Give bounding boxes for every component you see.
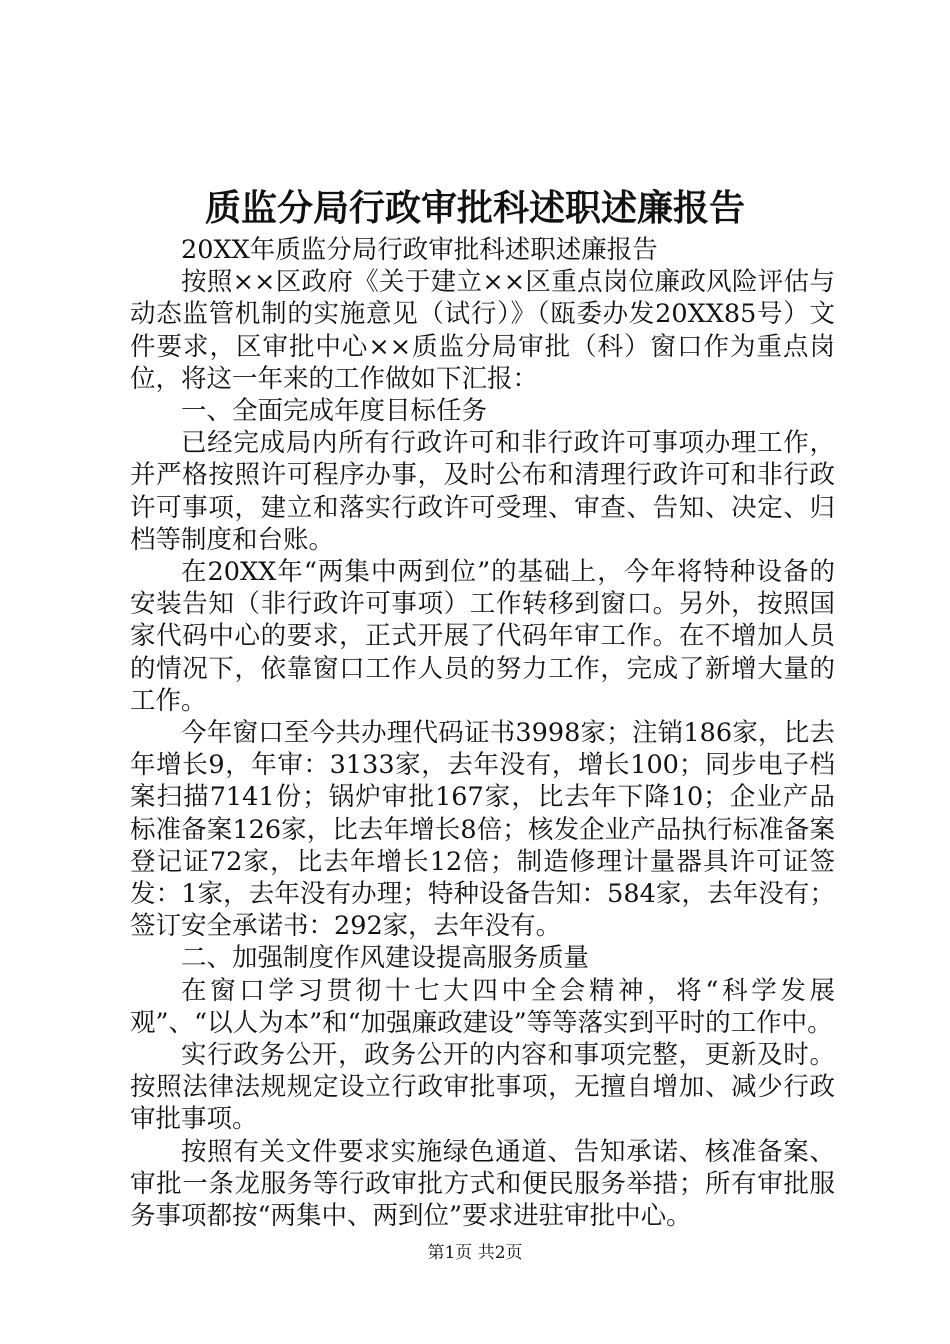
paragraph: 在窗口学习贯彻十七大四中全会精神，将“科学发展观”、“以人为本”和“加强廉政建设”等等落实到平时的工作中。: [130, 975, 835, 1038]
paragraph-subtitle: 20XX年质监分局行政审批科述职述廉报告: [181, 235, 658, 265]
document-title: 质监分局行政审批科述职述廉报告: [204, 187, 745, 229]
section-heading-1: 一、全面完成年度目标任务: [181, 396, 488, 427]
paragraph: 已经完成局内所有行政许可和非行政许可事项办理工作，并严格按照许可程序办事，及时公布和清理行政许可和非行政许可事项，建立和落实行政许可受理、审查、告知、决定、归档等制度和台账。: [130, 428, 835, 555]
paragraph: 在20XX年“两集中两到位”的基础上，今年将特种设备的安装告知（非行政许可事项）工作转移到窗口。另外，按照国家代码中心的要求，正式开展了代码年审工作。在不增加人员的情况下，依靠窗口工作人员的努力工作，完成了新增大量的工作。: [130, 557, 835, 716]
paragraph: 实行政务公开，政务公开的内容和事项完整，更新及时。按照法律法规规定设立行政审批事项，无擅自增加、减少行政审批事项。: [130, 1040, 835, 1135]
paragraph-intro: 按照××区政府《关于建立××区重点岗位廉政风险评估与动态监管机制的实施意见（试行）》（瓯委办发20XX85号）文件要求，区审批中心××质监分局审批（科）窗口作为重点岗位，将这一年来的工作做如下汇报：: [130, 267, 835, 394]
page-footer: 第1页 共2页: [427, 1243, 523, 1263]
document-body: [130, 234, 835, 1232]
paragraph: 按照有关文件要求实施绿色通道、告知承诺、核准备案、审批一条龙服务等行政审批方式和便民服务举措；所有审批服务事项都按“两集中、两到位”要求进驻审批中心。: [130, 1136, 835, 1232]
paragraph-statistics: 今年窗口至今共办理代码证书3998家；注销186家，比去年增长9，年审：3133家，去年没有，增长100；同步电子档案扫描7141份；锅炉审批167家，比去年下降10；企业产品标准备案126家，比去年增长8倍；核发企业产品执行标准备案登记证72家，比去年增长12倍；制造修理计量器具许可证签发：1家，去年没有办理；特种设备告知：584家，去年没有；签订安全承诺书：292家，去年没有。: [130, 718, 835, 942]
section-heading-2: 二、加强制度作风建设提高服务质量: [181, 943, 590, 974]
